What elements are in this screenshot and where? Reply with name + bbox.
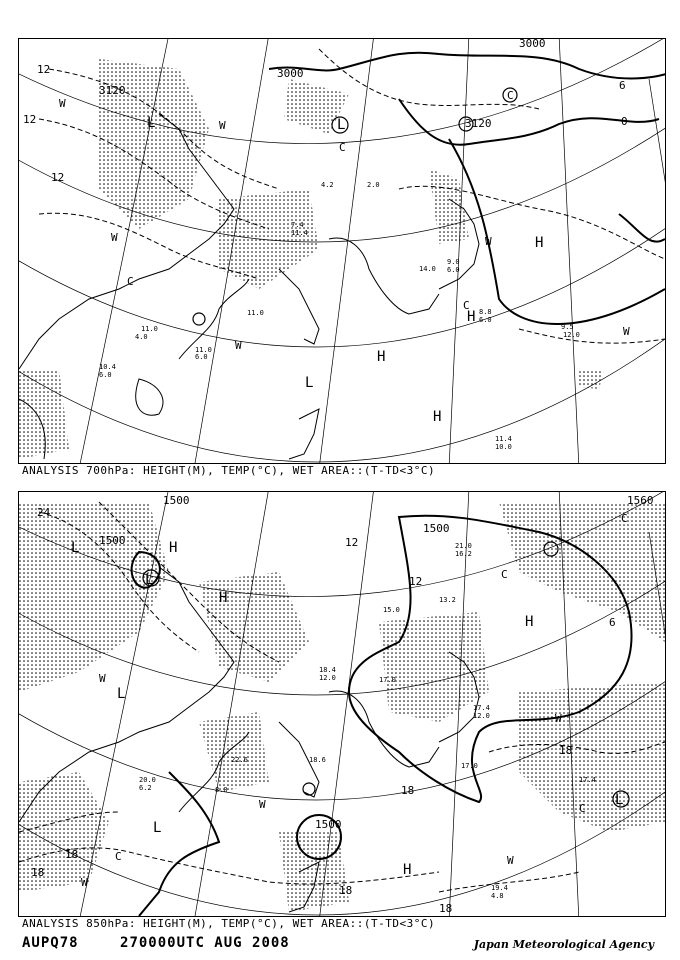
station-value: 11.4 (495, 435, 512, 443)
station-value: 15.0 (383, 606, 400, 614)
station-values (99, 181, 580, 451)
warm-label: W (555, 712, 562, 725)
chart-id: AUPQ78 (22, 935, 79, 951)
coastlines (19, 114, 479, 459)
map-850hpa-svg (19, 492, 665, 916)
low-center: L (305, 375, 314, 391)
station-value: 18.4 (319, 666, 336, 674)
contour-label: 3000 (277, 67, 304, 80)
station-value: 19.4 (491, 884, 508, 892)
station-value: 12.0 (563, 331, 580, 339)
station-value: 20.0 (139, 776, 156, 784)
low-center: L (615, 792, 624, 808)
station-value: 17.4 (579, 776, 596, 784)
low-center: L (145, 572, 154, 588)
contour-label: 1500 (315, 818, 342, 831)
high-center: H (535, 235, 544, 251)
warm-label: W (81, 876, 88, 889)
map-panel-700hpa[interactable] (18, 38, 666, 464)
station-value: 2.0 (367, 181, 380, 189)
isotherm-label: 6 (609, 616, 616, 629)
station-value: 10.0 (495, 443, 512, 451)
low-center: L (117, 686, 126, 702)
station-value: 6.0 (195, 353, 208, 361)
isotherm-label: 6 (619, 79, 626, 92)
warm-label: W (259, 798, 266, 811)
isotherm-label: 18 (65, 848, 79, 861)
cold-label: C (127, 275, 134, 288)
station-value: 9.5 (561, 323, 574, 331)
warm-label: W (235, 339, 242, 352)
isotherm-label: 12 (409, 575, 423, 588)
isotherm-label: 12 (345, 536, 359, 549)
station-value: 6.0 (479, 316, 492, 324)
isotherm-label: 24 (37, 506, 51, 519)
contour-label: 3000 (519, 39, 546, 50)
station-value: 16.2 (455, 550, 472, 558)
high-center: H (403, 862, 412, 878)
station-value: 12.0 (319, 674, 336, 682)
isotherm-label: 18 (401, 784, 415, 797)
contour-label: 3120 (99, 84, 126, 97)
station-value: 7.4 (291, 221, 304, 229)
isotherm-label: 18 (339, 884, 353, 897)
isotherm-label: 12 (51, 171, 65, 184)
caption-850hpa: ANALYSIS 850hPa: HEIGHT(M), TEMP(°C), WET AREA::(T-TD<3°C) (22, 917, 436, 930)
contour-label: 1500 (163, 494, 190, 507)
chart-identifier (22, 935, 322, 951)
station-value: 10.4 (99, 363, 116, 371)
station-value: 21.0 (455, 542, 472, 550)
cold-label: C (115, 850, 122, 863)
low-center: L (153, 820, 162, 836)
station-value: 13.2 (439, 596, 456, 604)
cold-label: C (501, 568, 508, 581)
warm-label: W (111, 231, 118, 244)
cold-label: C (463, 299, 470, 312)
high-center: H (169, 540, 178, 556)
station-value: 11.0 (195, 346, 212, 354)
isotherm-label: 18 (559, 744, 573, 757)
station-value: 8.0 (215, 786, 228, 794)
map-panel-850hpa[interactable] (18, 491, 666, 917)
station-value: 17.4 (473, 704, 490, 712)
warm-label: W (59, 97, 66, 110)
station-value: 11.0 (247, 309, 264, 317)
station-value: 4.0 (135, 333, 148, 341)
high-center: H (377, 349, 386, 365)
low-center: L (147, 115, 156, 131)
high-center: H (433, 409, 442, 425)
cold-label: C (579, 802, 586, 815)
station-value: 6.0 (99, 371, 112, 379)
station-value: 17.0 (461, 762, 478, 770)
isotherm-label: 12 (37, 63, 51, 76)
valid-time: 270000UTC AUG 2008 (120, 935, 290, 951)
warm-label: W (219, 119, 226, 132)
station-value: 22.6 (231, 756, 248, 764)
high-center: H (467, 309, 476, 325)
station-value: 12.0 (473, 712, 490, 720)
station-value: 4.2 (321, 181, 334, 189)
contour-label: 3120 (465, 117, 492, 130)
cold-label: C (507, 89, 514, 102)
high-center: H (525, 614, 534, 630)
station-value: 4.8 (491, 892, 504, 900)
cold-label: C (339, 141, 346, 154)
warm-label: W (507, 854, 514, 867)
contour-label: 1500 (99, 534, 126, 547)
station-value: 17.0 (379, 676, 396, 684)
isotherm-label: 18 (439, 902, 453, 915)
low-center: L (337, 117, 346, 133)
isotherm-label: 18 (31, 866, 45, 879)
station-value: 6.0 (447, 266, 460, 274)
station-value: 9.0 (447, 258, 460, 266)
agency-credit: Japan Meteorological Agency (473, 938, 654, 951)
station-value: 6.2 (139, 784, 152, 792)
contour-label: 1560 (627, 494, 654, 507)
isotherm-label: 12 (23, 113, 37, 126)
cold-label: C (621, 512, 628, 525)
caption-700hpa: ANALYSIS 700hPa: HEIGHT(M), TEMP(°C), WET AREA::(T-TD<3°C) (22, 464, 436, 477)
station-value: 14.0 (419, 265, 436, 273)
station-value: 11.0 (141, 325, 158, 333)
wet-areas (19, 59, 604, 459)
contour-label: 1500 (423, 522, 450, 535)
warm-label: W (485, 235, 492, 248)
low-center: L (71, 540, 80, 556)
isotherm-label: 0 (621, 115, 628, 128)
warm-label: W (623, 325, 630, 338)
warm-label: W (99, 672, 106, 685)
station-value: 18.6 (309, 756, 326, 764)
station-value: 8.8 (479, 308, 492, 316)
high-center: H (219, 590, 228, 606)
station-value: 11.4 (291, 229, 308, 237)
map-700hpa-svg (19, 39, 665, 463)
